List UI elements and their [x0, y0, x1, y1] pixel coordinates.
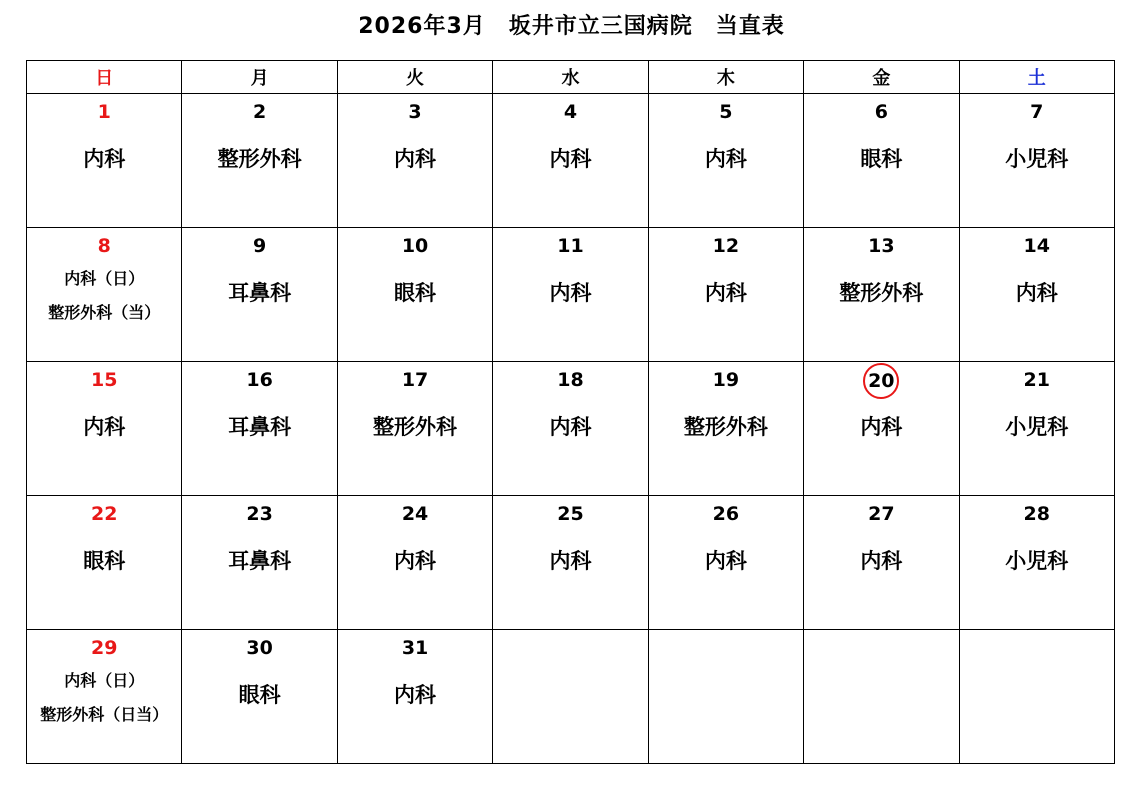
calendar-day-cell — [27, 94, 182, 228]
calendar-day-cell — [493, 496, 648, 630]
day-number: 2 — [253, 101, 267, 123]
calendar-day-cell — [493, 630, 648, 764]
calendar-week-row — [27, 362, 1115, 496]
calendar-day-cell — [337, 228, 492, 362]
calendar-day-cell — [648, 496, 803, 630]
calendar-day-cell — [804, 94, 959, 228]
page-title: 2026年3月 坂井市立三国病院 当直表 — [358, 14, 785, 39]
weekday-header-mon: 月 — [182, 61, 337, 94]
duty-department: 眼科 — [83, 549, 126, 573]
day-number: 17 — [401, 369, 429, 391]
duty-department: 耳鼻科 — [228, 415, 292, 439]
day-number: 1 — [97, 101, 111, 123]
calendar-day-cell — [959, 362, 1114, 496]
day-number: 28 — [1023, 503, 1050, 525]
calendar-day-cell — [182, 94, 337, 228]
weekday-header-tue: 火 — [337, 61, 492, 94]
day-number: 27 — [868, 503, 895, 525]
calendar-day-cell — [959, 496, 1114, 630]
day-number: 3 — [408, 101, 422, 123]
day-number: 29 — [90, 637, 118, 659]
calendar-day-cell — [493, 94, 648, 228]
duty-department: 整形外科 — [217, 147, 302, 171]
day-number: 24 — [401, 503, 429, 525]
day-number: 4 — [563, 101, 578, 123]
duty-department: 整形外科 — [839, 281, 924, 305]
duty-department: 内科 — [83, 415, 126, 439]
calendar-day-cell — [648, 94, 803, 228]
duty-department: 内科 — [704, 549, 747, 573]
duty-department: 内科 — [394, 683, 437, 707]
calendar-week-row — [27, 228, 1115, 362]
calendar-day-cell — [182, 228, 337, 362]
duty-department: 内科 — [549, 415, 592, 439]
calendar-day-cell — [337, 94, 492, 228]
day-number: 26 — [712, 503, 740, 525]
calendar-day-cell — [804, 496, 959, 630]
weekday-header-row — [27, 61, 1115, 94]
duty-department: 内科 — [549, 549, 592, 573]
calendar-day-cell — [804, 630, 959, 764]
duty-department: 小児科 — [1005, 549, 1069, 573]
day-number: 18 — [557, 369, 584, 391]
duty-department: 眼科 — [394, 281, 437, 305]
day-number: 19 — [712, 369, 740, 391]
duty-department: 眼科 — [860, 147, 903, 171]
day-number: 15 — [90, 369, 118, 391]
day-number: 21 — [1023, 369, 1050, 391]
day-number: 9 — [253, 235, 267, 257]
duty-department: 内科 — [394, 549, 437, 573]
calendar-week-row — [27, 94, 1115, 228]
duty-department: 内科 — [83, 147, 126, 171]
calendar-day-cell — [648, 228, 803, 362]
weekday-header-wed: 水 — [493, 61, 648, 94]
duty-department: 整形外科 — [373, 415, 458, 439]
duty-department: 内科 — [860, 415, 903, 439]
calendar-day-cell — [959, 94, 1114, 228]
day-number: 11 — [557, 235, 584, 257]
calendar-day-cell — [337, 362, 492, 496]
calendar-day-cell — [27, 496, 182, 630]
duty-department: 整形外科（当） — [48, 303, 161, 322]
duty-department: 内科 — [394, 147, 437, 171]
duty-department: 内科 — [549, 147, 592, 171]
duty-department: 耳鼻科 — [228, 549, 292, 573]
day-number: 14 — [1023, 235, 1050, 257]
duty-department: 整形外科 — [683, 415, 768, 439]
duty-department: 内科 — [704, 281, 747, 305]
calendar-day-cell — [27, 630, 182, 764]
calendar-day-cell — [648, 362, 803, 496]
day-number: 5 — [719, 101, 733, 123]
weekday-header-thu: 木 — [648, 61, 803, 94]
duty-department: 内科（日） — [64, 671, 145, 690]
calendar-day-cell — [804, 228, 959, 362]
weekday-header-sun: 日 — [27, 61, 182, 94]
calendar-day-cell — [182, 362, 337, 496]
day-number: 12 — [712, 235, 740, 257]
day-number: 31 — [401, 637, 429, 659]
weekday-header-fri: 金 — [804, 61, 959, 94]
duty-department: 内科 — [704, 147, 747, 171]
calendar-day-cell — [182, 496, 337, 630]
calendar-week-row — [27, 496, 1115, 630]
calendar-day-cell — [648, 630, 803, 764]
day-number: 8 — [97, 235, 111, 257]
duty-department: 内科（日） — [64, 269, 145, 288]
duty-department: 小児科 — [1005, 415, 1069, 439]
day-number: 10 — [401, 235, 429, 257]
duty-department: 小児科 — [1005, 147, 1069, 171]
day-number-circled: 20 — [863, 363, 899, 399]
day-number: 30 — [246, 637, 273, 659]
duty-department: 内科 — [860, 549, 903, 573]
day-number: 23 — [246, 503, 273, 525]
calendar-day-cell — [27, 228, 182, 362]
calendar-day-cell — [493, 362, 648, 496]
day-number: 13 — [868, 235, 895, 257]
duty-department: 耳鼻科 — [228, 281, 292, 305]
calendar-day-cell — [337, 630, 492, 764]
day-number: 7 — [1030, 101, 1044, 123]
weekday-header-sat: 土 — [959, 61, 1114, 94]
day-number: 6 — [874, 101, 888, 123]
duty-department: 整形外科（日当） — [40, 705, 169, 724]
duty-calendar-table — [26, 60, 1115, 764]
calendar-day-cell — [959, 228, 1114, 362]
calendar-day-cell — [27, 362, 182, 496]
duty-department: 眼科 — [238, 683, 281, 707]
calendar-day-cell — [804, 362, 959, 496]
calendar-day-cell — [959, 630, 1114, 764]
calendar-day-cell — [182, 630, 337, 764]
duty-department: 内科 — [1015, 281, 1058, 305]
calendar-day-cell — [337, 496, 492, 630]
calendar-day-cell — [493, 228, 648, 362]
calendar-week-row — [27, 630, 1115, 764]
calendar-body — [27, 94, 1115, 764]
duty-department: 内科 — [549, 281, 592, 305]
day-number: 16 — [246, 369, 273, 391]
day-number: 25 — [557, 503, 584, 525]
day-number: 22 — [90, 503, 118, 525]
